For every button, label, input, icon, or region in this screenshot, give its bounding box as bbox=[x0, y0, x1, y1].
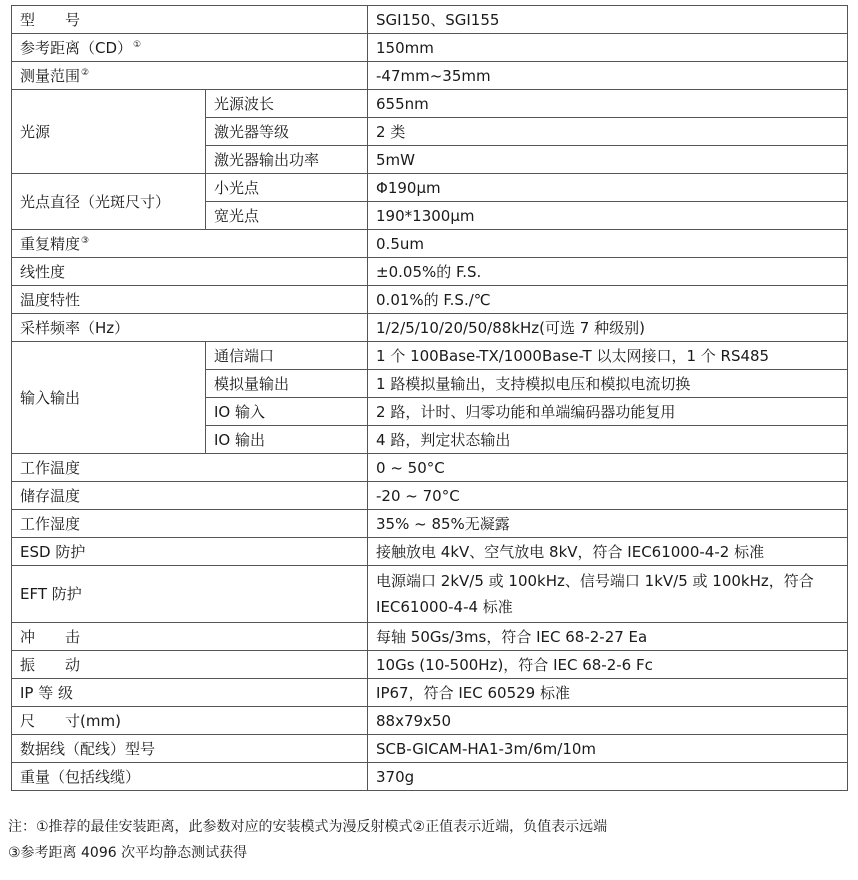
spec-row bbox=[12, 90, 848, 118]
spec-value: ±0.05%的 F.S. bbox=[368, 258, 848, 286]
spec-row bbox=[12, 314, 848, 342]
spec-value: 1 个 100Base-TX/1000Base-T 以太网接口，1 个 RS485 bbox=[368, 342, 848, 370]
spec-row bbox=[12, 454, 848, 482]
footnote-line: ③参考距离 4096 次平均静态测试获得 bbox=[8, 845, 248, 861]
spec-row bbox=[12, 286, 848, 314]
spec-value: 190*1300μm bbox=[368, 202, 848, 230]
spec-label bbox=[12, 735, 368, 763]
spec-row bbox=[12, 230, 848, 258]
spec-row bbox=[12, 735, 848, 763]
spec-label bbox=[12, 258, 368, 286]
spec-row bbox=[12, 679, 848, 707]
spec-value: 1 路模拟量输出，支持模拟电压和模拟电流切换 bbox=[368, 370, 848, 398]
spec-value: 150mm bbox=[368, 34, 848, 62]
spec-value: 2 类 bbox=[368, 118, 848, 146]
spec-row bbox=[12, 707, 848, 735]
spec-label-text: 重量（包括线缆） bbox=[20, 767, 141, 786]
spec-label bbox=[12, 6, 368, 34]
spec-value: IP67，符合 IEC 60529 标准 bbox=[368, 679, 848, 707]
spec-value: 0.01%的 F.S./℃ bbox=[368, 286, 848, 314]
spec-group-label: 光点直径（光斑尺寸） bbox=[12, 174, 206, 230]
spec-group-label: 输入输出 bbox=[12, 342, 206, 454]
spec-label bbox=[12, 707, 368, 735]
spec-label bbox=[12, 763, 368, 791]
spec-label-text: 参考距离（CD） bbox=[20, 38, 133, 57]
spec-label-text: 型 号 bbox=[20, 10, 81, 29]
spec-label-text: 线性度 bbox=[20, 262, 66, 281]
spec-row bbox=[12, 34, 848, 62]
spec-label-text: 重复精度 bbox=[20, 234, 81, 253]
spec-value: SCB-GICAM-HA1-3m/6m/10m bbox=[368, 735, 848, 763]
spec-label bbox=[12, 510, 368, 538]
spec-row bbox=[12, 566, 848, 623]
spec-table-body bbox=[12, 6, 848, 791]
spec-value: SGI150、SGI155 bbox=[368, 6, 848, 34]
spec-label bbox=[12, 679, 368, 707]
spec-row bbox=[12, 482, 848, 510]
spec-value: 1/2/5/10/20/50/88kHz(可选 7 种级别) bbox=[368, 314, 848, 342]
spec-value: 88x79x50 bbox=[368, 707, 848, 735]
spec-label-text: IP 等 级 bbox=[20, 683, 74, 702]
spec-sub-label: 激光器输出功率 bbox=[206, 146, 368, 174]
spec-row bbox=[12, 342, 848, 370]
spec-value: 4 路，判定状态输出 bbox=[368, 426, 848, 454]
spec-value: Φ190μm bbox=[368, 174, 848, 202]
spec-row bbox=[12, 6, 848, 34]
spec-label-text: ESD 防护 bbox=[20, 542, 86, 561]
spec-value: 370g bbox=[368, 763, 848, 791]
spec-label-text: 冲 击 bbox=[20, 627, 81, 646]
spec-label-text: 采样频率（Hz） bbox=[20, 318, 130, 337]
spec-label-text: 尺 寸(mm) bbox=[20, 711, 121, 730]
spec-row bbox=[12, 258, 848, 286]
spec-row bbox=[12, 510, 848, 538]
spec-label-text: EFT 防护 bbox=[20, 585, 82, 603]
footnote-marker: ③ bbox=[81, 235, 90, 246]
spec-value: 接触放电 4kV、空气放电 8kV，符合 IEC61000-4-2 标准 bbox=[368, 538, 848, 566]
spec-label bbox=[12, 34, 368, 62]
spec-row bbox=[12, 623, 848, 651]
spec-value: 电源端口 2kV/5 或 100kHz、信号端口 1kV/5 或 100kHz，符合 IEC61000-4-4 标准 bbox=[368, 566, 848, 623]
spec-label bbox=[12, 314, 368, 342]
spec-label-text: 工作湿度 bbox=[20, 514, 81, 533]
spec-value: 35% ~ 85%无凝露 bbox=[368, 510, 848, 538]
spec-label bbox=[12, 623, 368, 651]
spec-table bbox=[11, 5, 848, 791]
spec-row bbox=[12, 174, 848, 202]
spec-label bbox=[12, 230, 368, 258]
spec-label-text: 测量范围 bbox=[20, 66, 81, 85]
spec-label-text: 储存温度 bbox=[20, 486, 81, 505]
spec-value: -20 ~ 70°C bbox=[368, 482, 848, 510]
spec-label bbox=[12, 538, 368, 566]
spec-value: 0.5um bbox=[368, 230, 848, 258]
spec-sub-label: 小光点 bbox=[206, 174, 368, 202]
spec-sub-label: 通信端口 bbox=[206, 342, 368, 370]
spec-sub-label: 光源波长 bbox=[206, 90, 368, 118]
spec-row bbox=[12, 538, 848, 566]
footnote-marker: ② bbox=[81, 67, 90, 78]
spec-value: 0 ~ 50°C bbox=[368, 454, 848, 482]
spec-label bbox=[12, 566, 368, 623]
spec-label-text: 工作温度 bbox=[20, 458, 81, 477]
spec-sub-label: IO 输入 bbox=[206, 398, 368, 426]
spec-row bbox=[12, 651, 848, 679]
spec-sub-label: IO 输出 bbox=[206, 426, 368, 454]
spec-row bbox=[12, 763, 848, 791]
spec-value: 10Gs (10-500Hz)，符合 IEC 68-2-6 Fc bbox=[368, 651, 848, 679]
spec-sub-label: 模拟量输出 bbox=[206, 370, 368, 398]
spec-label-text: 数据线（配线）型号 bbox=[20, 739, 156, 758]
spec-label-text: 振 动 bbox=[20, 655, 81, 674]
spec-label bbox=[12, 454, 368, 482]
footnotes bbox=[8, 814, 853, 866]
spec-value: 2 路，计时、归零功能和单端编码器功能复用 bbox=[368, 398, 848, 426]
spec-sub-label: 宽光点 bbox=[206, 202, 368, 230]
spec-group-label: 光源 bbox=[12, 90, 206, 174]
spec-label bbox=[12, 62, 368, 90]
footnote-marker: ① bbox=[133, 39, 142, 50]
spec-sub-label: 激光器等级 bbox=[206, 118, 368, 146]
spec-label bbox=[12, 651, 368, 679]
spec-value: -47mm~35mm bbox=[368, 62, 848, 90]
spec-value: 每轴 50Gs/3ms，符合 IEC 68-2-27 Ea bbox=[368, 623, 848, 651]
spec-label-text: 温度特性 bbox=[20, 290, 81, 309]
spec-label bbox=[12, 286, 368, 314]
spec-value: 655nm bbox=[368, 90, 848, 118]
spec-row bbox=[12, 62, 848, 90]
footnote-line: 注：①推荐的最佳安装距离，此参数对应的安装模式为漫反射模式②正值表示近端，负值表示远端 bbox=[8, 819, 608, 835]
spec-value: 5mW bbox=[368, 146, 848, 174]
spec-label bbox=[12, 482, 368, 510]
